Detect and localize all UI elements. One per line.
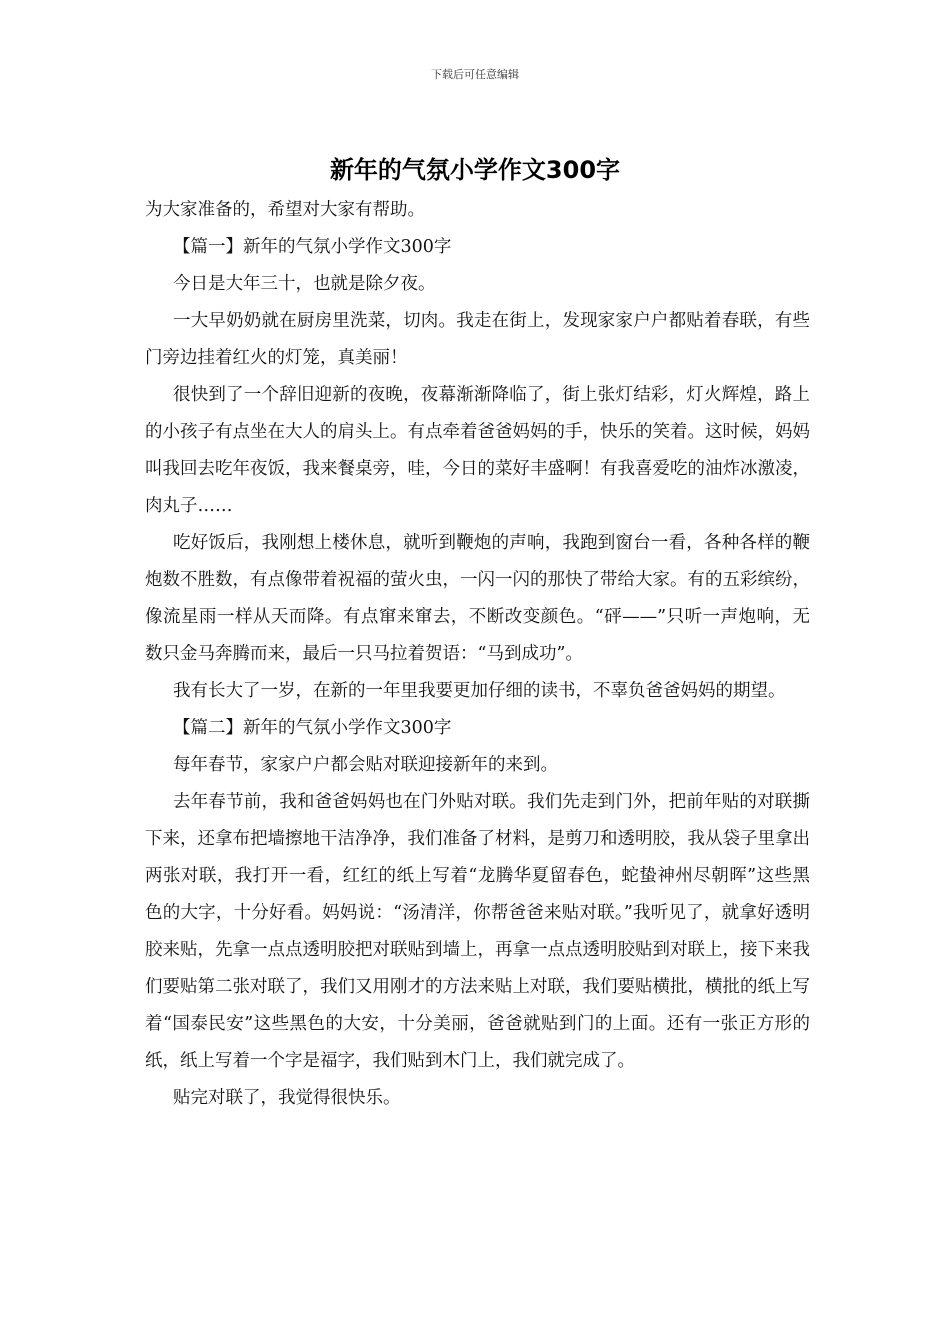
paragraph: 今日是大年三十，也就是除夕夜。 bbox=[173, 274, 436, 294]
intro-paragraph: 为大家准备的，希望对大家有帮助。 bbox=[145, 200, 425, 220]
paragraph: 去年春节前，我和爸爸妈妈也在门外贴对联。我们先走到门外，把前年贴的对联撕下来，还拿布把墙擦地干洁净净，我们准备了材料，是剪刀和透明胶，我从袋子里拿出两张对联，我打开一看，红红的纸上写着“龙腾华夏留春色，蛇蛰神州尽朝晖”这些黑色的大字，十分好看。妈妈说：“汤清洋，你帮爸爸来贴对联。”我听见了，就拿好透明胶来贴，先拿一点点透明胶把对联贴到墙上，再拿一点点透明胶贴到对联上，接下来我们要贴第二张对联了，我们又用刚才的方法来贴上对联，我们要贴横批，横批的纸上写着“国泰民安”这些黑色的大安，十分美丽，爸爸就贴到门的上面。还有一张正方形的纸，纸上写着一个字是福字，我们贴到木门上，我们就完成了。 bbox=[145, 792, 810, 1071]
paragraph: 一大早奶奶就在厨房里洗菜，切肉。我走在街上，发现家家户户都贴着春联，有些门旁边挂着红火的灯笼，真美丽！ bbox=[145, 311, 810, 368]
paragraph: 吃好饭后，我刚想上楼休息，就听到鞭炮的声响，我跑到窗台一看，各种各样的鞭炮数不胜数，有点像带着祝福的萤火虫，一闪一闪的那快了带给大家。有的五彩缤纷，像流星雨一样从天而降。有点窜来窜去，不断改变颜色。“砰——”只听一声炮响，无数只金马奔腾而来，最后一只马拉着贺语：“马到成功”。 bbox=[145, 533, 810, 664]
paragraph: 贴完对联了，我觉得很快乐。 bbox=[173, 1088, 401, 1108]
paragraph: 每年春节，家家户户都会贴对联迎接新年的来到。 bbox=[173, 755, 558, 775]
section-heading-2: 【篇二】新年的气氛小学作文300字 bbox=[173, 718, 452, 738]
section-heading-1: 【篇一】新年的气氛小学作文300字 bbox=[173, 237, 452, 257]
document-title: 新年的气氛小学作文300字 bbox=[329, 156, 621, 184]
document-body bbox=[145, 192, 810, 1117]
header-note: 下载后可任意编辑 bbox=[431, 68, 519, 81]
paragraph: 我有长大了一岁，在新的一年里我要更加仔细的读书，不辜负爸爸妈妈的期望。 bbox=[173, 681, 786, 701]
paragraph: 很快到了一个辞旧迎新的夜晚，夜幕渐渐降临了，街上张灯结彩，灯火辉煌，路上的小孩子有点坐在大人的肩头上。有点牵着爸爸妈妈的手，快乐的笑着。这时候，妈妈叫我回去吃年夜饭，我来餐桌旁，哇，今日的菜好丰盛啊！有我喜爱吃的油炸冰激凌，肉丸子…… bbox=[145, 385, 810, 516]
